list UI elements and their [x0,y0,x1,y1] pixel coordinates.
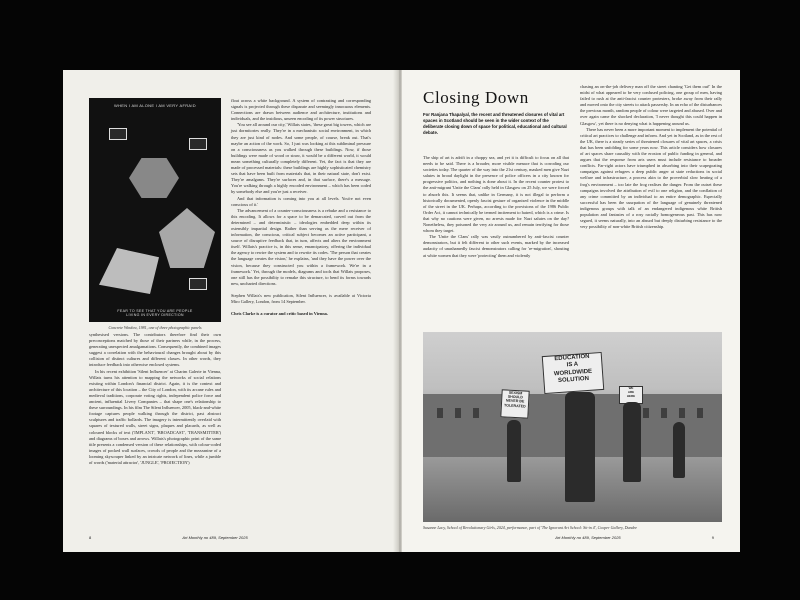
article-title: Closing Down [423,88,529,107]
magazine-spread [63,70,740,552]
article-column-1 [89,332,221,466]
person-figure [565,392,595,502]
left-page [63,70,399,552]
photo-footer-line: LIVING IN EVERY DIRECTION [126,313,184,318]
camera-icon [189,138,207,150]
photo-caption: Concrete Window, 1981, one of three photographic panels [108,325,202,330]
paragraph: chasing an on-the-job delivery man off the street chanting 'Get them out!' In the midst of what appeared to be very confused policing, one group of men, having failed to rush at the anti-fascist counter protesters, broke away from their rally and moved onto the city streets to attack passersby. In an echo of the disturbances the previous month, random people of colour were targeted and abused. Over and over again came the shocked declaration, 'I never thought this could happen in Glasgow', yet there is no denying what is happening around us. [580,84,722,126]
page-footer [555,535,714,540]
sign-line: HERE [626,393,636,398]
photo-caption: Susanne Lacy, School of Revolutionary Girls, 2024, performance, part of 'The Ignorant Art School: Sit-in 4', Cooper Gallery, Dundee [423,525,638,530]
sign-line: SHOULD [507,394,524,400]
publication-note: Stephen Willats's new publication, Silent Influencer, is available at Victoria Miro Gallery, London, from 14 September. [231,292,371,304]
sign-line: NEVER BE [505,398,525,404]
sign-line: ARE [627,389,635,394]
issue-label: Art Monthly no 489, September 2025 [182,535,248,540]
issue-label: Art Monthly no 489, September 2025 [555,535,621,540]
protest-sign-main [542,352,605,394]
right-page [402,70,740,552]
hexagon-panel [99,248,159,294]
sign-line: WE [628,386,634,390]
paragraph: The 'Unite the Clans' rally was vastly outnumbered by anti-fascist counter demonstrators, but it felt different to other such events, marked by the increased audacity of unashamedly fascist demonstrators calling for 're-migration', shouting at white women that they were 'protecting' them and violently [423,234,569,258]
sign-line: IS A [566,362,579,369]
window [697,408,703,418]
protest-sign-small [500,389,529,418]
photo-footer-line: FEAR TO SEE THAT YOU ARE PEOPLE [117,308,193,313]
camera-icon [189,278,207,290]
paragraph: There has never been a more important moment to implement the potential of critical art practices to challenge and inform. And yet in Scotland, as in the rest of the UK, there is a steady series of threatened closures of vital art spaces, a crisis that has been unfolding for some years now. This article considers how closures of art spaces share causality with the erosion of public funding in general, and argues that the response from arts users must include resistance to broader conflicts. Far-right actors have triumphed in absorbing into their scapegoating campaigns against refugees a deep public anger at state reductions in social welfare and infrastructure, a process akin to the proverbial slow heating of a frog's environment – too late the frog realises the danger. From the outset these campaigns involved the attribution of evil to one religion, and the conflation of any crime committed by an individual to an entire demographic. Especially successful has been the usurpation of the language of genuinely threatened indigenous groups with talk of an endangered indigenous white British population and fantasies of a rosy racially homogeneous past. This has now segued, it seems naturally, into an absurd but deeply disturbing resistance to the very possibility of non-white British citizenship. [580,126,722,230]
sign-line: SEXISM [508,390,523,396]
article-column-2 [231,98,371,317]
photo-header-text: WHEN I AM ALONE I AM VERY AFRAID [114,103,196,108]
sign-line: EDUCATION [554,353,590,363]
person-figure [623,402,641,482]
paragraph: The advancement of a counter-consciousness is a rebuke and a resistance to this encoding. It allows for a space to be demarcated, carved out from the determined – and deterministic – ideologies embedded deep within its ostensibly impartial design. Rather than serving as the mere receiver of information, the conscious, critical subject becomes an active participant, a source of disruptive feedback that, in turn, affects and alters the environment itself. Willats's practice is, in this sense, emancipatory, offering the individual the agency to rewire the system and to rewrite its codes. 'The person that creates the language creates the vision,' he explains, 'and they have the power over the vision, because they constructed you within a framework. We're in a framework.' Yet, through the models, diagrams and tools that Willats proposes, one still has the possibility to remake this structure, to bend its forms towards new, uncharted directions. [231,207,371,286]
window [455,408,461,418]
artwork-photo-concrete-window [89,98,221,322]
sign-line: SOLUTION [557,376,590,385]
window [679,408,685,418]
camera-icon [109,128,127,140]
paragraph: And that information is coming into you at all levels. You're not even conscious of it.' [231,195,371,207]
paragraph: 'You see all around our city,' Willats states, 'these great big towers, which are just dormitories really. They're in a mechanistic social environment, in which they are just kind of nodes. And some people, of course, break out. That's maybe an action of the work. So, I just was looking at this subliminal pressure on a consciousness as you walked through these buildings. Now, if those buildings were made of wood or straw, it would be a different world, it would mean something culturally completely different. Yet, the fact is that they are made of processed materials: these buildings are highly sophisticated chemistry sets that have been built from materials that, in their natural state, don't exist. They're amalgams. They're surfaces and, in that surface, there's a message. You're walking through a highly encoded environment – which has been coded by somebody else and you're just a receiver. [231,122,371,195]
window [437,408,443,418]
window [643,408,649,418]
paragraph: The ship of art is adrift in a choppy sea, and yet it is difficult to focus on all that needs to be said. There is a broader, more visible menace that is corroding our societies today. The quarter of the way into the 21st century, masked men give Nazi salutes in broad daylight in the presence of police officers in a city known for progressive politics, and nothing is done about it. In the recent counter protest to the anti-migrant 'Unite the Clans' rally held in Glasgow on 25 July, we were forced to absorb this. It seems that, unlike in Germany, it is not illegal to perform a historically documented, openly fascist gesture of organised violence in the middle of the street in the UK. Perhaps, according to the provisions of the 1986 Public Order Act, it cannot technically be termed incitement to hatred, which is a crime. Is that why no cautions were given, no arrests made for Nazi salutes on the day? Nonetheless, they poisoned the very air around us, and remain terrifying for those whom they target. [423,155,569,234]
page-footer [89,535,248,540]
page-number: 8 [89,535,92,540]
paragraph: In his recent exhibition 'Silent Influencer' at Charim Galerie in Vienna, Willats turns his attention to mapping the networks of social relations existing within London's financial district. Again, it is the context and architecture of this location – the City of London, with its arcane rules and medieval traditions, corporate voting rights, independent police force and ancient, influential Livery Companies – that shape one's relationship to these surroundings. In his film The Silent Influencer, 2005, black-and-white footage captures people walking through the district, past abstract sculptures and traffic bollards. The imagery is intermittently overlaid with squares of textured walls, street signs, plaques and placards, as well as coloured blocks of text ('IMPLANT', 'BROADCAST', 'TRANSMITTER') and diagrams of boxes and arrows. Willats's photographic print of the same title presents a condensed version of these relationships, with colour-coded images of pocked wall surfaces, crowds of people and the mezzanine of a looming skyscraper linked by an intricate network of lines, while a jumble of words ('material attractor', 'JUNGLE', 'PROJECTION') [89,368,221,465]
window [473,408,479,418]
person-figure [507,420,521,482]
author-bio: Chris Clarke is a curator and critic based in Vienna. [231,311,328,317]
performance-photo [423,332,722,522]
sign-line: TOLERATED [503,403,526,409]
hexagon-panel [129,158,179,198]
page-number: 9 [711,535,714,540]
article-column-1 [423,155,569,259]
paragraph: float across a white background. A system of contrasting and corresponding signals is projected through these disparate and seemingly innocuous elements. Connections are drawn between audience and architecture, institutions and individuals, and the insidious, unseen encoding of its power structures. [231,98,371,122]
person-figure [673,422,685,478]
sign-line: WORLDWIDE [553,368,593,378]
photo-footer-text [89,309,221,318]
article-column-2 [580,84,722,230]
hexagon-panel [159,208,215,268]
window [661,408,667,418]
paragraph: synthesised versions. The contributors therefore find their own preconceptions matched by those of their partners while, in the process, generating unexpected amalgamations. Consequently, the combined images suggest a correlation with the behavioural changes brought about by this collision of distinct cultures and different classes. In other words, they introduce feedback into otherwise enclosed systems. [89,332,221,368]
article-standfirst: For Ranjana Thapalyal, the recent and threatened closures of vital art spaces in Scotland should be seen in the wider context of the deliberate closing down of space for political, educational and cultural debate. [423,112,567,135]
